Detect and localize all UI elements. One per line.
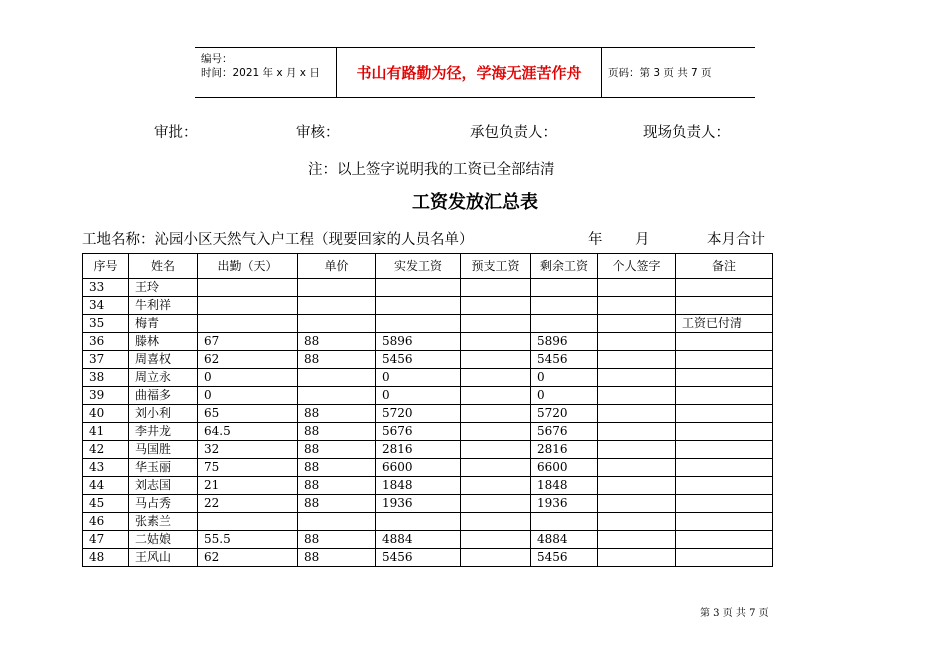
table-cell bbox=[461, 513, 531, 531]
table-cell: 华玉丽 bbox=[129, 459, 198, 477]
table-cell bbox=[461, 441, 531, 459]
table-cell: 5456 bbox=[376, 351, 461, 369]
table-cell bbox=[461, 369, 531, 387]
table-cell: 36 bbox=[83, 333, 129, 351]
table-cell: 工资已付清 bbox=[676, 315, 773, 333]
table-cell: 5456 bbox=[376, 549, 461, 567]
table-row bbox=[83, 459, 773, 477]
table-cell: 1848 bbox=[376, 477, 461, 495]
table-cell: 4884 bbox=[531, 531, 598, 549]
table-cell bbox=[598, 477, 676, 495]
table-cell: 马占秀 bbox=[129, 495, 198, 513]
table-cell bbox=[461, 405, 531, 423]
table-cell bbox=[461, 549, 531, 567]
table-cell bbox=[461, 351, 531, 369]
table-cell: 88 bbox=[298, 477, 376, 495]
table-body bbox=[83, 279, 773, 567]
table-cell: 0 bbox=[376, 387, 461, 405]
table-cell bbox=[676, 549, 773, 567]
table-cell bbox=[376, 297, 461, 315]
table-row bbox=[83, 423, 773, 441]
table-cell: 88 bbox=[298, 441, 376, 459]
table-cell: 88 bbox=[298, 423, 376, 441]
table-cell: 刘志国 bbox=[129, 477, 198, 495]
table-cell: 梅青 bbox=[129, 315, 198, 333]
column-header: 序号 bbox=[83, 254, 129, 279]
table-cell: 88 bbox=[298, 531, 376, 549]
review-signature-label: 审核： bbox=[296, 125, 340, 141]
table-cell: 33 bbox=[83, 279, 129, 297]
table-row bbox=[83, 405, 773, 423]
column-header: 出勤（天） bbox=[198, 254, 298, 279]
page-header bbox=[195, 47, 755, 98]
table-cell bbox=[676, 387, 773, 405]
table-cell bbox=[461, 297, 531, 315]
table-row bbox=[83, 549, 773, 567]
table-cell bbox=[598, 333, 676, 351]
table-cell bbox=[676, 333, 773, 351]
settlement-note: 注：以上签字说明我的工资已全部结清 bbox=[308, 162, 555, 178]
table-cell bbox=[198, 315, 298, 333]
page-footer: 第 3 页 共 7 页 bbox=[700, 608, 769, 619]
table-cell bbox=[676, 477, 773, 495]
table-cell: 32 bbox=[198, 441, 298, 459]
table-cell: 65 bbox=[198, 405, 298, 423]
table-cell: 0 bbox=[531, 387, 598, 405]
table-row bbox=[83, 513, 773, 531]
table-cell: 6600 bbox=[531, 459, 598, 477]
table-cell bbox=[198, 297, 298, 315]
table-cell bbox=[598, 549, 676, 567]
table-cell: 88 bbox=[298, 351, 376, 369]
table-cell bbox=[298, 315, 376, 333]
table-cell bbox=[531, 279, 598, 297]
table-cell: 曲福多 bbox=[129, 387, 198, 405]
table-cell: 1936 bbox=[531, 495, 598, 513]
table-cell: 5676 bbox=[376, 423, 461, 441]
table-cell: 34 bbox=[83, 297, 129, 315]
table-cell: 0 bbox=[198, 369, 298, 387]
table-cell bbox=[676, 513, 773, 531]
table-cell: 43 bbox=[83, 459, 129, 477]
table-cell bbox=[598, 531, 676, 549]
table-header-row bbox=[83, 254, 773, 279]
header-meta bbox=[195, 48, 336, 97]
table-cell bbox=[531, 315, 598, 333]
table-cell bbox=[298, 369, 376, 387]
table-cell bbox=[676, 423, 773, 441]
table-cell bbox=[198, 513, 298, 531]
table-cell bbox=[376, 315, 461, 333]
table-row bbox=[83, 297, 773, 315]
table-cell bbox=[461, 459, 531, 477]
table-cell: 牛利祥 bbox=[129, 297, 198, 315]
site-name: 工地名称：沁园小区天然气入户工程（现要回家的人员名单） bbox=[82, 232, 474, 248]
table-cell bbox=[676, 459, 773, 477]
page-code: 页码：第 3 页 共 7 页 bbox=[608, 67, 712, 79]
site-manager-signature-label: 现场负责人： bbox=[643, 125, 730, 141]
table-cell: 马国胜 bbox=[129, 441, 198, 459]
table-cell bbox=[676, 531, 773, 549]
table-cell: 李井龙 bbox=[129, 423, 198, 441]
column-header: 实发工资 bbox=[376, 254, 461, 279]
table-cell bbox=[461, 423, 531, 441]
table-cell: 5456 bbox=[531, 351, 598, 369]
table-cell bbox=[298, 279, 376, 297]
table-cell bbox=[676, 351, 773, 369]
table-cell bbox=[376, 513, 461, 531]
table-cell: 55.5 bbox=[198, 531, 298, 549]
table-cell bbox=[676, 297, 773, 315]
table-cell: 二姑娘 bbox=[129, 531, 198, 549]
table-cell: 5456 bbox=[531, 549, 598, 567]
table-cell: 67 bbox=[198, 333, 298, 351]
date-label: 时间：2021 年 x 月 x 日 bbox=[201, 67, 320, 79]
table-cell: 62 bbox=[198, 549, 298, 567]
table-cell bbox=[461, 477, 531, 495]
table-cell: 5676 bbox=[531, 423, 598, 441]
table-cell: 6600 bbox=[376, 459, 461, 477]
table-cell bbox=[376, 279, 461, 297]
table-cell: 48 bbox=[83, 549, 129, 567]
contractor-signature-label: 承包负责人： bbox=[470, 125, 557, 141]
table-cell bbox=[461, 315, 531, 333]
table-cell: 2816 bbox=[531, 441, 598, 459]
table-cell bbox=[598, 459, 676, 477]
motto: 书山有路勤为径，学海无涯苦作舟 bbox=[336, 48, 602, 97]
table-cell: 64.5 bbox=[198, 423, 298, 441]
table-cell: 0 bbox=[376, 369, 461, 387]
site-month: 月 bbox=[635, 232, 650, 248]
table-cell: 22 bbox=[198, 495, 298, 513]
table-row bbox=[83, 315, 773, 333]
table-cell bbox=[461, 495, 531, 513]
column-header: 姓名 bbox=[129, 254, 198, 279]
table-cell bbox=[598, 495, 676, 513]
table-cell: 滕林 bbox=[129, 333, 198, 351]
table-cell bbox=[298, 387, 376, 405]
table-cell bbox=[598, 423, 676, 441]
table-row bbox=[83, 477, 773, 495]
table-row bbox=[83, 441, 773, 459]
table-cell: 62 bbox=[198, 351, 298, 369]
table-row bbox=[83, 387, 773, 405]
table-cell: 0 bbox=[531, 369, 598, 387]
table-cell bbox=[298, 513, 376, 531]
table-cell: 39 bbox=[83, 387, 129, 405]
table-cell: 47 bbox=[83, 531, 129, 549]
table-cell bbox=[598, 405, 676, 423]
table-cell bbox=[531, 513, 598, 531]
table-row bbox=[83, 531, 773, 549]
table-cell bbox=[531, 297, 598, 315]
table-cell: 5896 bbox=[376, 333, 461, 351]
table-cell: 88 bbox=[298, 333, 376, 351]
column-header: 备注 bbox=[676, 254, 773, 279]
table-cell: 0 bbox=[198, 387, 298, 405]
number-label: 编号： bbox=[201, 53, 233, 65]
table-cell bbox=[676, 369, 773, 387]
table-cell: 5720 bbox=[376, 405, 461, 423]
table-cell: 王风山 bbox=[129, 549, 198, 567]
table-cell bbox=[598, 297, 676, 315]
table-cell: 88 bbox=[298, 549, 376, 567]
table-cell: 40 bbox=[83, 405, 129, 423]
table-cell: 周立永 bbox=[129, 369, 198, 387]
table-cell bbox=[598, 279, 676, 297]
table-cell bbox=[676, 279, 773, 297]
table-cell: 88 bbox=[298, 459, 376, 477]
table-cell: 38 bbox=[83, 369, 129, 387]
column-header: 个人签字 bbox=[598, 254, 676, 279]
table-cell bbox=[598, 315, 676, 333]
table-cell bbox=[676, 441, 773, 459]
table-row bbox=[83, 369, 773, 387]
table-cell: 1936 bbox=[376, 495, 461, 513]
table-cell bbox=[461, 531, 531, 549]
page-title: 工资发放汇总表 bbox=[412, 192, 538, 213]
table-row bbox=[83, 351, 773, 369]
table-cell: 41 bbox=[83, 423, 129, 441]
table-cell: 5896 bbox=[531, 333, 598, 351]
table-cell bbox=[461, 279, 531, 297]
table-cell bbox=[676, 405, 773, 423]
table-cell: 37 bbox=[83, 351, 129, 369]
table-cell: 刘小利 bbox=[129, 405, 198, 423]
site-monthly-total: 本月合计 bbox=[707, 232, 765, 248]
table-cell bbox=[676, 495, 773, 513]
table-cell: 45 bbox=[83, 495, 129, 513]
table-cell: 21 bbox=[198, 477, 298, 495]
table-cell: 1848 bbox=[531, 477, 598, 495]
table-cell: 5720 bbox=[531, 405, 598, 423]
table-cell: 35 bbox=[83, 315, 129, 333]
table-cell bbox=[298, 297, 376, 315]
table-cell: 88 bbox=[298, 495, 376, 513]
table-cell: 王玲 bbox=[129, 279, 198, 297]
table-cell: 2816 bbox=[376, 441, 461, 459]
table-cell: 75 bbox=[198, 459, 298, 477]
table-row bbox=[83, 495, 773, 513]
table-cell: 周喜权 bbox=[129, 351, 198, 369]
approve-signature-label: 审批： bbox=[154, 125, 198, 141]
table-cell bbox=[198, 279, 298, 297]
table-cell bbox=[598, 369, 676, 387]
table-cell: 张素兰 bbox=[129, 513, 198, 531]
table-cell bbox=[461, 333, 531, 351]
site-year: 年 bbox=[588, 232, 603, 248]
column-header: 剩余工资 bbox=[531, 254, 598, 279]
table-cell: 42 bbox=[83, 441, 129, 459]
table-cell: 88 bbox=[298, 405, 376, 423]
column-header: 预支工资 bbox=[461, 254, 531, 279]
table-cell bbox=[598, 513, 676, 531]
wage-table bbox=[82, 253, 773, 567]
table-cell bbox=[598, 387, 676, 405]
table-cell: 4884 bbox=[376, 531, 461, 549]
table-cell: 44 bbox=[83, 477, 129, 495]
table-cell: 46 bbox=[83, 513, 129, 531]
table-row bbox=[83, 279, 773, 297]
table-row bbox=[83, 333, 773, 351]
table-cell bbox=[598, 351, 676, 369]
table-cell bbox=[598, 441, 676, 459]
table-cell bbox=[461, 387, 531, 405]
column-header: 单价 bbox=[298, 254, 376, 279]
